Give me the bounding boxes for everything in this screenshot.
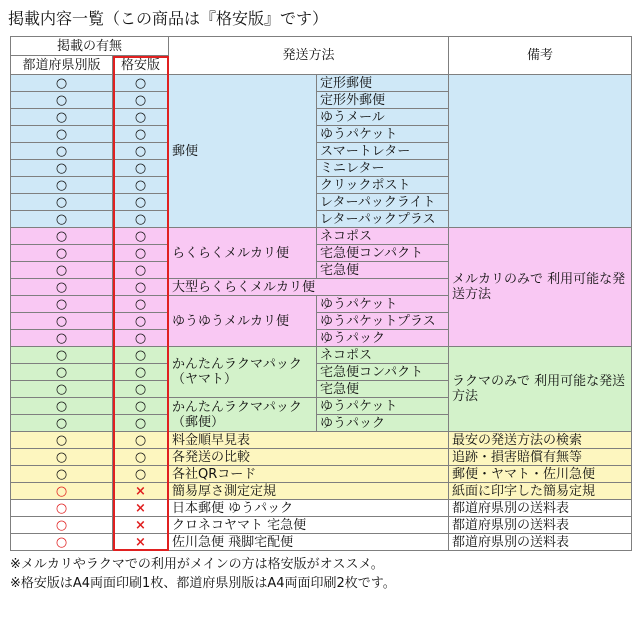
extra-note: 郵便・ヤマト・佐川急便 bbox=[449, 466, 632, 483]
mark-budget: ○ bbox=[113, 364, 169, 381]
mark-budget: ○ bbox=[113, 92, 169, 109]
mark-budget: ○ bbox=[113, 211, 169, 228]
table-row bbox=[11, 228, 632, 245]
mark-budget: ○ bbox=[113, 245, 169, 262]
mark-budget: ○ bbox=[113, 381, 169, 398]
mark-prefecture: ○ bbox=[11, 364, 113, 381]
service-name: ネコポス bbox=[317, 228, 449, 245]
extra-method: 料金順早見表 bbox=[169, 432, 449, 449]
mark-budget: ○ bbox=[113, 228, 169, 245]
header-budget-version: 格安版 bbox=[113, 56, 169, 75]
note-blank bbox=[449, 75, 632, 228]
extra-method: 各社QRコード bbox=[169, 466, 449, 483]
group-yuyu-mercari: ゆうゆうメルカリ便 bbox=[169, 296, 317, 347]
extra-note: 都道府県別の送料表 bbox=[449, 534, 632, 551]
mark-prefecture: ○ bbox=[11, 109, 113, 126]
table-row bbox=[11, 75, 632, 92]
mark-budget: ○ bbox=[113, 160, 169, 177]
service-name: レターパックプラス bbox=[317, 211, 449, 228]
note-mercari-only: メルカリのみで 利用可能な発送方法 bbox=[449, 228, 632, 347]
mark-prefecture: ○ bbox=[11, 279, 113, 296]
mark-budget: ○ bbox=[113, 415, 169, 432]
mark-budget: ○ bbox=[113, 313, 169, 330]
service-name: ネコポス bbox=[317, 347, 449, 364]
group-ogata-rakuraku: 大型らくらくメルカリ便 bbox=[169, 279, 449, 296]
mark-budget: ○ bbox=[113, 143, 169, 160]
mark-budget: × bbox=[113, 534, 169, 551]
service-name: 宅急便 bbox=[317, 262, 449, 279]
mark-budget: ○ bbox=[113, 398, 169, 415]
table-row bbox=[11, 347, 632, 364]
header-prefecture-version: 都道府県別版 bbox=[11, 56, 113, 75]
table-row bbox=[11, 534, 632, 551]
extra-method: クロネコヤマト 宅急便 bbox=[169, 517, 449, 534]
mark-budget: ○ bbox=[113, 126, 169, 143]
table-row bbox=[11, 466, 632, 483]
service-name: ゆうメール bbox=[317, 109, 449, 126]
footnote: ※メルカリやラクマでの利用がメインの方は格安版がオススメ。 bbox=[10, 557, 384, 572]
service-name: 宅急便 bbox=[317, 381, 449, 398]
service-name: 定形郵便 bbox=[317, 75, 449, 92]
service-name: クリックポスト bbox=[317, 177, 449, 194]
service-name: ゆうパケット bbox=[317, 126, 449, 143]
header-shipping-method: 発送方法 bbox=[169, 37, 449, 75]
mark-prefecture: ○ bbox=[11, 313, 113, 330]
mark-prefecture: ○ bbox=[11, 126, 113, 143]
footnotes bbox=[10, 555, 630, 593]
mark-prefecture: ○ bbox=[11, 534, 113, 551]
extra-method: 佐川急便 飛脚宅配便 bbox=[169, 534, 449, 551]
table-row bbox=[11, 432, 632, 449]
extra-method: 簡易厚さ測定定規 bbox=[169, 483, 449, 500]
mark-budget: ○ bbox=[113, 330, 169, 347]
mark-budget: × bbox=[113, 500, 169, 517]
table-row bbox=[11, 500, 632, 517]
header-notes: 備考 bbox=[449, 37, 632, 75]
service-name: ゆうパック bbox=[317, 330, 449, 347]
footnote: ※格安版はA4両面印刷1枚、都道府県別版はA4両面印刷2枚です。 bbox=[10, 576, 396, 591]
group-yubin: 郵便 bbox=[169, 75, 317, 228]
mark-prefecture: ○ bbox=[11, 449, 113, 466]
mark-budget: ○ bbox=[113, 347, 169, 364]
mark-prefecture: ○ bbox=[11, 381, 113, 398]
page-title: 掲載内容一覧（この商品は『格安版』です） bbox=[8, 9, 329, 28]
mark-prefecture: ○ bbox=[11, 194, 113, 211]
extra-method: 各発送の比較 bbox=[169, 449, 449, 466]
mark-prefecture: ○ bbox=[11, 517, 113, 534]
service-name: 宅急便コンパクト bbox=[317, 245, 449, 262]
mark-budget: ○ bbox=[113, 466, 169, 483]
extra-note: 紙面に印字した簡易定規 bbox=[449, 483, 632, 500]
mark-prefecture: ○ bbox=[11, 330, 113, 347]
mark-budget: ○ bbox=[113, 194, 169, 211]
group-rakuma-yubin: かんたんラクマパック （郵便） bbox=[169, 398, 317, 432]
mark-prefecture: ○ bbox=[11, 466, 113, 483]
mark-prefecture: ○ bbox=[11, 262, 113, 279]
table-row bbox=[11, 483, 632, 500]
mark-budget: × bbox=[113, 517, 169, 534]
service-name: ゆうパケット bbox=[317, 398, 449, 415]
mark-budget: ○ bbox=[113, 177, 169, 194]
mark-budget: ○ bbox=[113, 75, 169, 92]
service-name: ミニレター bbox=[317, 160, 449, 177]
group-rakuma-yamato: かんたんラクマパック （ヤマト） bbox=[169, 347, 317, 398]
mark-prefecture: ○ bbox=[11, 143, 113, 160]
group-rakuraku-mercari: らくらくメルカリ便 bbox=[169, 228, 317, 279]
header-row-top bbox=[11, 37, 632, 56]
service-name: ゆうパック bbox=[317, 415, 449, 432]
mark-prefecture: ○ bbox=[11, 398, 113, 415]
contents-table bbox=[10, 36, 632, 551]
service-name: 定形外郵便 bbox=[317, 92, 449, 109]
mark-budget: ○ bbox=[113, 449, 169, 466]
mark-prefecture: ○ bbox=[11, 432, 113, 449]
mark-prefecture: ○ bbox=[11, 92, 113, 109]
mark-budget: × bbox=[113, 483, 169, 500]
service-name: 宅急便コンパクト bbox=[317, 364, 449, 381]
service-name: レターパックライト bbox=[317, 194, 449, 211]
extra-note: 最安の発送方法の検索 bbox=[449, 432, 632, 449]
header-listing: 掲載の有無 bbox=[11, 37, 169, 56]
mark-prefecture: ○ bbox=[11, 228, 113, 245]
extra-note: 都道府県別の送料表 bbox=[449, 500, 632, 517]
mark-prefecture: ○ bbox=[11, 211, 113, 228]
mark-budget: ○ bbox=[113, 296, 169, 313]
mark-prefecture: ○ bbox=[11, 500, 113, 517]
table-row bbox=[11, 517, 632, 534]
extra-note: 追跡・損害賠償有無等 bbox=[449, 449, 632, 466]
service-name: スマートレター bbox=[317, 143, 449, 160]
mark-prefecture: ○ bbox=[11, 296, 113, 313]
mark-prefecture: ○ bbox=[11, 75, 113, 92]
mark-budget: ○ bbox=[113, 262, 169, 279]
mark-prefecture: ○ bbox=[11, 415, 113, 432]
extra-method: 日本郵便 ゆうパック bbox=[169, 500, 449, 517]
service-name: ゆうパケットプラス bbox=[317, 313, 449, 330]
mark-prefecture: ○ bbox=[11, 177, 113, 194]
table-row bbox=[11, 449, 632, 466]
note-rakuma-only: ラクマのみで 利用可能な発送方法 bbox=[449, 347, 632, 432]
mark-budget: ○ bbox=[113, 109, 169, 126]
mark-prefecture: ○ bbox=[11, 483, 113, 500]
mark-prefecture: ○ bbox=[11, 347, 113, 364]
mark-prefecture: ○ bbox=[11, 160, 113, 177]
mark-budget: ○ bbox=[113, 432, 169, 449]
mark-prefecture: ○ bbox=[11, 245, 113, 262]
extra-note: 都道府県別の送料表 bbox=[449, 517, 632, 534]
mark-budget: ○ bbox=[113, 279, 169, 296]
service-name: ゆうパケット bbox=[317, 296, 449, 313]
